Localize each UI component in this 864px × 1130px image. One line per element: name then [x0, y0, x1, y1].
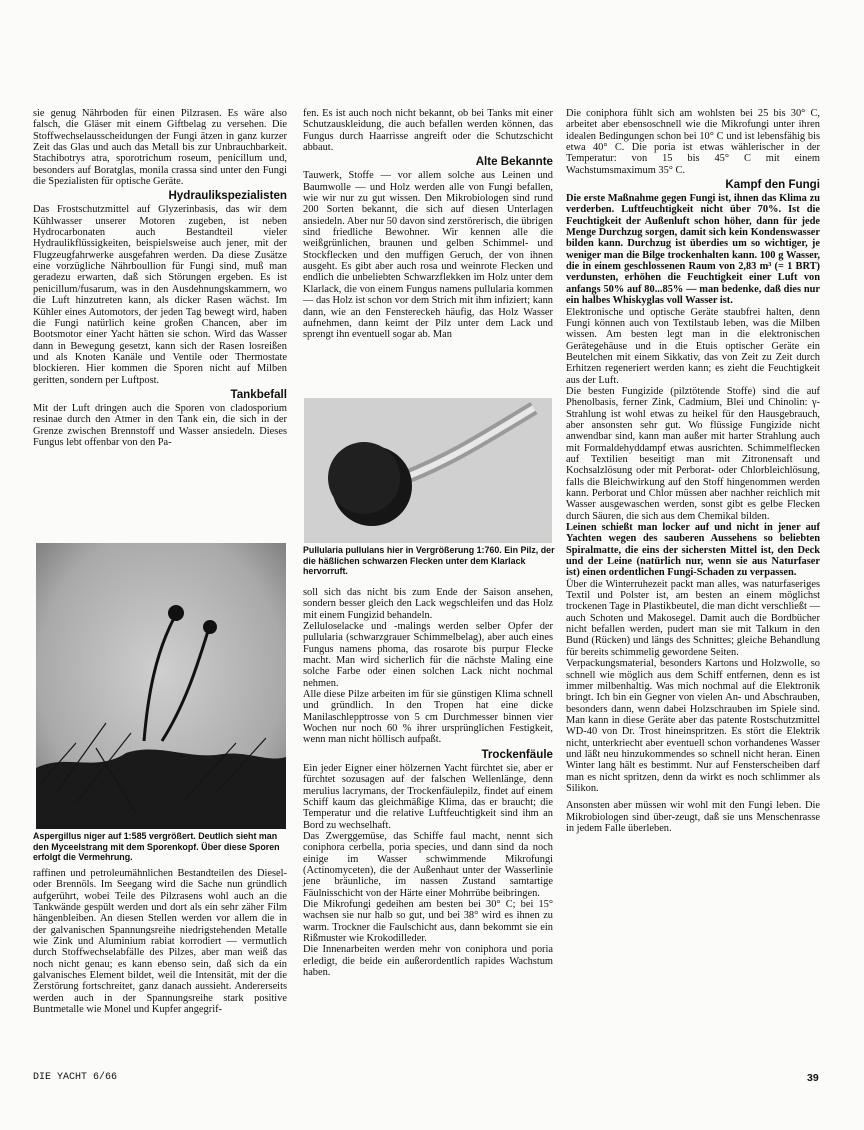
paragraph: Die Innenarbeiten werden mehr von coniphora und poria erledigt, die beide ein außerordentlich rapides Wachstum haben. — [303, 944, 553, 978]
paragraph: Über die Winterruhezeit packt man alles, was naturfaseriges Textil und Polster ist, am besten an einem möglichst trockenen Tage in Plastikbeutel, die man dicht verschließt — auch Schoten und Makosegel. Damit auch die Bordbücher nicht befallen werden, pudert man sie mit Talkum in den Bund (Rücken) und längs des Schnittes; gleiche Behandlung für bereits schimmelig gewordene Seiten. — [566, 578, 820, 658]
section-heading: Trockenfäule — [481, 747, 553, 761]
section-heading: Hydraulikspezialisten — [168, 189, 287, 203]
column-2 — [303, 108, 553, 341]
paragraph: Die besten Fungizide (pilztötende Stoffe) sind die auf Phenolbasis, ferner Zink, Cadmium, Blei und Chinolin: γ-Strahlung ist wohl etwas zu heikel für den Hausgebrauch, aber ansonsten sehr gut. Wo flüssige Fungizide nicht anwendbar sind, kann man außer mit harter Strahlung auch mit Formaldehyddampf etwas ausrichten. Schimmelflecken auf Textilien beseitigt man mit Zitronensaft und Kochsalzlösung oder mit Perborat- oder Chlorbleichlösung, falls die Bleichwirkung auf den Stoff hingenommen werden kann. Perborat und Chlor müssen aber nachher reichlich mit Wasser ausgewaschen werden, sonst gibt es gelbe Flecken durch Säuren, die sich aus dem Chemikal bilden. — [566, 385, 820, 522]
paragraph: Die coniphora fühlt sich am wohlsten bei 25 bis 30° C, arbeitet aber ebensoschnell wie die Mikrofungi unter ihren idealen Bedingungen schon bei 10° C und ist lebensfähig bis etwa 40° C. Die poria ist etwas wählerischer in der Temperatur: von 15 bis 45° C mit einem Wachstumsmaximum 35° C. — [566, 108, 820, 176]
pullularia-photo — [304, 398, 552, 543]
figure-caption: Pullularia pullulans hier in Vergrößerung 1:760. Ein Pilz, der die häßlichen schwarzen Flecken unter dem Klarlack hervorruft. — [303, 545, 555, 577]
section-heading: Tankbefall — [230, 387, 287, 401]
paragraph: Ein jeder Eigner einer hölzernen Yacht fürchtet sie, aber er fürchtet sozusagen auf der falschen Wellenlänge, denn merulius lacrymans, der Trockenfäulepilz, findet auf einem Schiff kaum das gleichmäßige Klima, das er braucht; die Temperatur und die relative Luftfeuchtigkeit sind ihm an Bord zu wechselhaft. — [303, 762, 553, 831]
section-heading: Kampf den Fungi — [725, 178, 820, 192]
column-2-continued — [303, 587, 553, 978]
column-3 — [566, 108, 820, 834]
section-heading: Alte Bekannte — [475, 155, 553, 169]
paragraph-bold: Die erste Maßnahme gegen Fungi ist, ihnen das Klima zu verderben. Luftfeuchtigkeit nicht über 70%. Ist die Feuchtigkeit der Außenluft schon höher, dann für jede Menge Durchzug sorgen, damit sich kein Kondenswasser bilden kann. Durchzug ist überdies um so wichtiger, je weniger man die Bilge trockenhalten kann. 100 g Wasser, die in einem geschlossenen Raum von 2,83 m³ (= 1 BRT) verdunsten, erhöhen die Feuchtigkeit einer Luft von anfangs 50% auf 80...85% — man bedenke, daß dies nur ein halbes Whiskyglas voll Wasser ist. — [566, 193, 820, 307]
paragraph: Alle diese Pilze arbeiten im für sie günstigen Klima schnell und gründlich. In den Tropen hat eine dicke Manilaschlepptrosse von 5 cm Durchmesser binnen vier Wochen nur noch 60 % ihrer ursprünglichen Festigkeit, wenn man nicht höllisch aufpaßt. — [303, 689, 553, 746]
paragraph-bold: Leinen schießt man locker auf und nicht in jener auf Yachten wegen des sauberen Aussehens so beliebten Spiralmatte, die eins der sichersten Mittel ist, den Deck und der Leine (natürlich nur, wenn sie aus Naturfaser ist) einen ordentlichen Fungi-Schaden zu verpassen. — [566, 522, 820, 579]
figure-caption: Aspergillus niger auf 1:585 vergrößert. Deutlich sieht man den Myceelstrang mit dem Sporenkopf. Über diese Sporen erfolgt die Vermehrung. — [33, 831, 280, 863]
paragraph: Das Zwerggemüse, das Schiffe faul macht, nennt sich coniphora cerbella, poria species, und dann sind da noch einige im Wasser schwimmende Mikrofungi (Actinomyceten), die der Außenhaut unter der Wasserlinie jene bräunliche, im nassen Zustand samtartige Fäulnisschicht von der Härte einer Mohrrübe beibringen. — [303, 830, 553, 899]
paragraph: Verpackungsmaterial, besonders Kartons und Holzwolle, so schnell wie möglich aus dem Schiff entfernen, denn es ist immer milbenhaltig. Was mich nochmal auf die Elektronik bringt. Ich bin ein Gegner von vielen An- und Abschrauben, besonders dann, wenn dabei Holzschrauben im Spiele sind. Man kann in diese Geräte aber das patente Rostschutzmittel WD-40 von Dr. Trost hineinspritzen. Es stört die Elektrik nicht, unterkriecht aber eventuell schon vorhandenes Wasser und läßt neu hinzukommendes so schnell nicht heran. Einen Winter lang hält es bestimmt. Nur auf Fensterscheiben darf man es nicht spritzen, denn da wirkt es noch schlimmer als Silikon. — [566, 658, 820, 794]
paragraph: Tauwerk, Stoffe — vor allem solche aus Leinen und Baumwolle — und Holz werden alle von Fungi befallen, wie wir nur zu gut wissen. Den Mikrobiologen sind rund 200 Sorten bekannt, die sich auf diesen Unterlagen ansiedeln. Aber nur 50 davon sind zerstörerisch, die übrigen sind friedliche Bewohner. Wir kennen alle die weißgrünlichen, braunen und gelben Schimmel- und Stockflecken und den muffigen Geruch, der von ihnen ausgeht. Es gibt aber auch rosa und weinrote Flecken und endlich die unbeliebten Schwarzflekken im Holz unter dem Klarlack, die von einem Fungus namens pullularia kommen — das Holz ist schon vor dem Strich mit ihm infiziert; kann dann, wie an den Fenstereckeh häufig, das Holz Wasser aufnehmen, dann keimt der Pilz unter dem Lack und sprengt ihn eventuell sogar ab. Man — [303, 170, 553, 341]
paragraph: Das Frostschutzmittel auf Glyzerinbasis, das wir dem Kühlwasser unserer Motoren zugeben, ist neben Hydrocarbonaten auch Bestandteil vieler Hydraulikflüssigkeiten, beispielsweise auch jener, mit der Flugzeugfahrwerke ausgefahren werden. Da diese Zusätze eine vorzügliche Nährboullion für Fungi sind, muß man geradezu erwarten, daß sich Störungen ergeben. Es ist penicillum/fusarum, was in den Ausdehnungskammern, wo die Luft hinzutreten kann, als dicker Rasen wächst. Im Kühler eines Automotors, der jeden Tag bewegt wird, haben die Fungi natürlich keine großen Chancen, aber im Bootsmotor einer Yacht hätten sie schon. Wird das Wasser dann in Bewegung gesetzt, kann sich der Rasen losreißen und als Knoten Kanäle und Ventile oder Thermostate blockieren. Hier kommen die Sporen nicht auf Milben geritten, sondern per Luftpost. — [33, 204, 287, 386]
paragraph: Ansonsten aber müssen wir wohl mit den Fungi leben. Die Mikrobiologen sind über-zeugt, daß sie uns Menschenrasse in jedem Falle überleben. — [566, 800, 820, 834]
column-1 — [33, 108, 287, 448]
paragraph: Zelluloselacke und -malings werden selber Opfer der pullularia (schwarzgrauer Schimmelbelag), aber auch eines Fungus namens phoma, das rosarote bis purpur Flecke macht. Man wird sicherlich für die nächste Maling eine solche Farbe oder einen solchen Lack nicht nochmal nehmen. — [303, 621, 553, 689]
footer-publication: DIE YACHT 6/66 — [33, 1072, 118, 1083]
column-1-continued — [33, 868, 287, 1015]
paragraph: soll sich das nicht bis zum Ende der Saison ansehen, sondern besser gleich den Lack wegschleifen und das Holz mit einem Fungizid behandeln. — [303, 587, 553, 621]
paragraph: Elektronische und optische Geräte staubfrei halten, denn Fungi können auch von Textilstaub leben, was die Milben wissen. Am besten legt man in die elektronischen Gerätegehäuse und in die Etuis optischer Geräte ein Beutelchen mit einem Sikkativ, das von Zeit zu Zeit durch Erhitzen regeneriert werden kann; es zieht die Feuchtigkeit aus der Luft. — [566, 306, 820, 386]
paragraph: fen. Es ist auch noch nicht bekannt, ob bei Tanks mit einer Schutzauskleidung, die auch befallen werden können, das Fungus durch Haarrisse angreift oder die Schutzschicht abbaut. — [303, 108, 553, 154]
paragraph: sie genug Nährboden für einen Pilzrasen. Es wäre also falsch, die Gläser mit einem Giftbelag zu versehen. Die Stoffwechselausscheidungen der Fungi ätzen in ganz kurzer Zeit das Glas und auch das Metall bis zur Unbrauchbarkeit. Stachibotrys atra, sporotrichum roseum, penicillum und, besonders auf Boratglas, monila crassa sind unter den Fungi die Spezialisten für optische Geräte. — [33, 108, 287, 188]
page-number: 39 — [807, 1072, 819, 1084]
paragraph: Mit der Luft dringen auch die Sporen von cladosporium resinae durch den Atmer in den Tank ein, die sich in der Grenze zwischen Brennstoff und Wasser ansiedeln. Dieses Fungus lebt offenbar von den Pa- — [33, 402, 287, 448]
paragraph: raffinen und petroleumähnlichen Bestandteilen des Diesel- oder Brennöls. Im Seegang wird die Sache nun gründlich aufgerührt, wobei Teile des Pilzrasens wohl auch an die Tankwände gespült werden und dort als ein sehr zäher Film hängenbleiben. An diesen Stellen werden vor allem die in der galvanischen Spannungsreihe niedrigstehenden Metalle wie Zink und Aluminium rabiat korrodiert — vermutlich durch Stoffwechselabfälle des Pilzes, aber man weiß das noch nicht genau; es kann ebenso sein, daß sich da ein galvanisches Element bildet, weil die Intensität, mit der die Zerstörung fortschreitet, ganz danach aussieht. Andererseits werden auch in der Spannungsreihe stark positive Buntmetalle wie Monel und Kupfer angegrif- — [33, 868, 287, 1016]
aspergillus-photo — [36, 543, 286, 829]
paragraph: Die Mikrofungi gedeihen am besten bei 30° C; bei 15° wachsen sie nur halb so gut, und bei 38° wird es ihnen zu warm. Trockner die Faulschicht aus, dann bekommt sie ein Rißmuster wie Krokodilleder. — [303, 898, 553, 944]
